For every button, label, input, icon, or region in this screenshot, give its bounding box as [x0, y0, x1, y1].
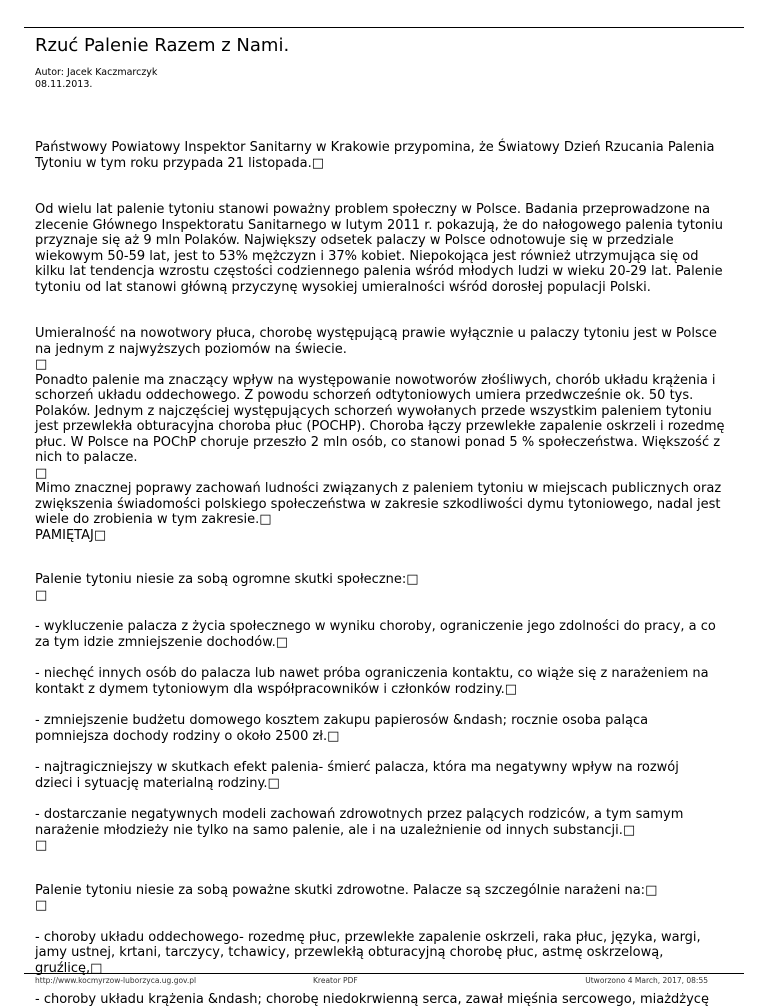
author-line: Autor: Jacek Kaczmarczyk [35, 67, 158, 78]
list-item: - niechęć innych osób do palacza lub nawet próba ograniczenia kontaktu, co wiąże się z narażeniem na kontakt z dymem tytoniowym dla współpracowników i członków rodziny.□ [35, 666, 709, 697]
list-item: - choroby układu oddechowego- rozedmę płuc, przewlekłe zapalenie oskrzeli, raka płuc, języka, wargi, jamy ustnej, krtani, tarczycy, tchawicy, przewlekłą obturacyjną chorobę płuc, astmę oskrzelową, gruźlicę,□ [35, 929, 701, 976]
footer-generator: Kreator PDF [313, 976, 358, 985]
publish-date: 08.11.2013. [35, 79, 93, 90]
health-effects-heading: Palenie tytoniu niesie za sobą poważne skutki zdrowotne. Palacze są szczególnie narażeni na:□ □ [35, 882, 658, 913]
footer-divider [24, 973, 744, 974]
footer-created: Utworzono 4 March, 2017, 08:55 [585, 976, 708, 985]
list-item: - najtragiczniejszy w skutkach efekt palenia- śmierć palacza, która ma negatywny wpływ na rozwój dzieci i sytuację materialną rodziny.□ [35, 760, 679, 791]
list-item: - dostarczanie negatywnych modeli zachowań zdrowotnych przez palących rodziców, a tym samym narażenie młodzieży nie tylko na samo palenie, ale i na uzależnienie od innych substancji.□ □ [35, 807, 684, 853]
header-divider [24, 27, 744, 28]
intro-paragraph: Państwowy Powiatowy Inspektor Sanitarny w Krakowie przypomina, że Światowy Dzień Rzucania Palenia Tytoniu w tym roku przypada 21 listopada.□ [35, 140, 715, 171]
problem-paragraph: Od wielu lat palenie tytoniu stanowi poważny problem społeczny w Polsce. Badania przeprowadzone na zlecenie Głównego Inspektoratu Sanitarnego w lutym 2011 r. pokazują, że do nałogowego palenia tytoniu przyznaje się aż 9 mln Polaków. Największy odsetek palaczy w Polsce odnotowuje się w przedziale wiekowym 50-59 lat, jest to 53% mężczyzn i 37% kobiet. Niepokojąca jest również utrzymująca się od kilku lat tendencja wzrostu częstości codziennego palenia wśród młodych ludzi w wieku 20-29 lat. Palenie tytoniu od lat stanowi główną przyczynę wysokiej umieralności wśród dorosłej populacji Polski. [35, 202, 724, 295]
footer-url: http://www.kocmyrzow-luborzyca.ug.gov.pl [35, 976, 197, 985]
list-item: - wykluczenie palacza z życia społecznego w wyniku choroby, ograniczenie jego zdolności do pracy, a co za tym idzie zmniejszenie dochodów.□ [35, 619, 716, 650]
article-body [35, 140, 733, 1008]
list-item: - zmniejszenie budżetu domowego kosztem zakupu papierosów &ndash; rocznie osoba paląca pomniejsza dochody rodziny o około 2500 zł.□ [35, 713, 649, 744]
list-item: - choroby układu krążenia &ndash; chorobę niedokrwienną serca, zawał mięśnia sercowego, miażdżycę [35, 992, 709, 1007]
mortality-paragraph: Umieralność na nowotwory płuca, chorobę występującą prawie wyłącznie u palaczy tytoniu jest w Polsce na jednym z najwyższych poziomów na świecie. □ Ponadto palenie ma znaczący wpływ na występowanie nowotworów złośliwych, chorób układu krążenia i schorzeń układu oddechowego. Z powodu schorzeń odtytoniowych umiera przedwcześnie ok. 50 tys. Polaków. Jednym z najczęściej występujących schorzeń wywołanych przede wszystkim paleniem tytoniu jest przewlekła obturacyjna choroba płuc (POCHP). Choroba łączy przewlekłe zapalenie oskrzeli i rozedmę płuc. W Polsce na POChP choruje przeszło 2 mln osób, co stanowi ponad 5 % społeczeństwa. Większość z nich to palacze. □ Mimo znacznej poprawy zachowań ludności związanych z paleniem tytoniu w miejscach publicznych oraz zwiększenia świadomości polskiego społeczeństwa w zakresie szkodliwości dymu tytoniowego, nadal jest wiele do zrobienia w tym zakresie.□ PAMIĘTAJ□ [35, 326, 725, 543]
document-meta [35, 67, 157, 91]
social-effects-heading: Palenie tytoniu niesie za sobą ogromne skutki społeczne:□ □ [35, 572, 419, 603]
document-title: Rzuć Palenie Razem z Nami. [35, 35, 290, 56]
